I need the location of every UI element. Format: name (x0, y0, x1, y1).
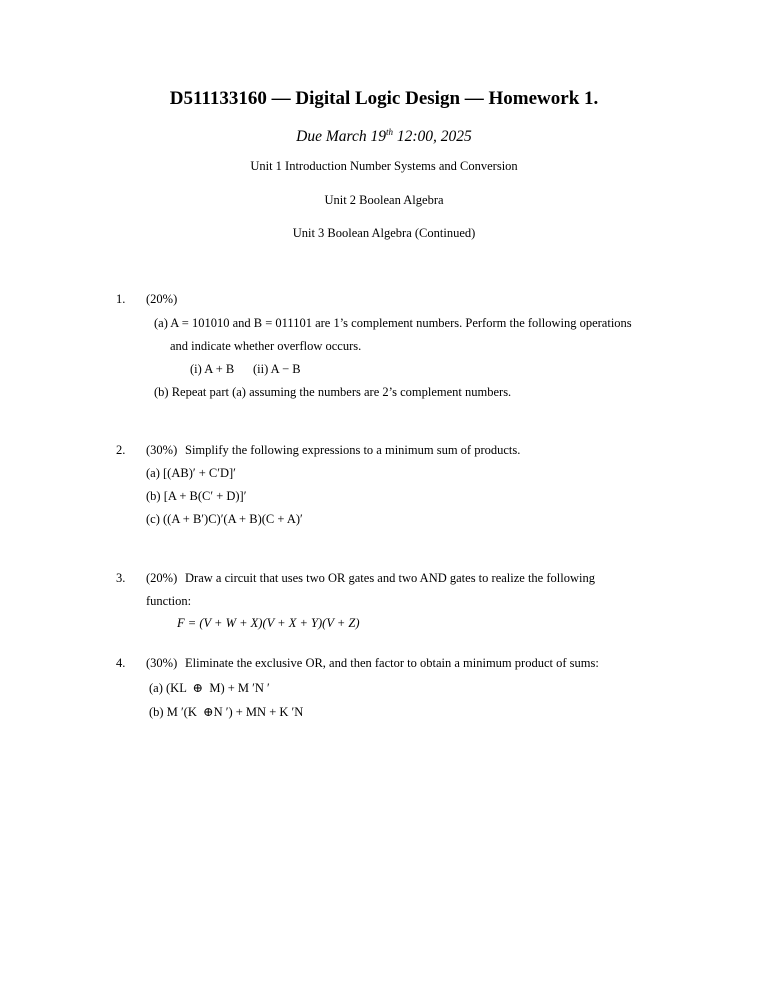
page-title: D511133160 — Digital Logic Design — Homework 1. (169, 88, 599, 109)
problem-2-part-c: (c) ((A + B′)C)′(A + B)(C + A)′ (146, 512, 303, 526)
problem-1-operations: (i) A + B (ii) A − B (190, 362, 301, 376)
problem-3-number: 3. (116, 571, 126, 585)
problem-4-part-b: (b) M ′(K ⊕N ′) + MN + K ′N (149, 705, 304, 719)
problem-4-number: 4. (116, 656, 126, 670)
problem-2-part-a: (a) [(AB)′ + C′D]′ (146, 466, 236, 480)
problem-1-part-a: (a) A = 101010 and B = 011101 are 1’s complement numbers. Perform the following operations (154, 316, 632, 330)
problem-3-weight: (20%) (146, 571, 178, 585)
problem-4-weight: (30%) (146, 656, 178, 670)
problem-3-function: F = (V + W + X)(V + X + Y)(V + Z) (177, 616, 360, 630)
problem-4-part-a: (a) (KL ⊕ M) + M ′N ′ (149, 681, 270, 695)
problem-3-statement-cont: function: (146, 594, 192, 608)
problem-1-number: 1. (116, 292, 126, 306)
problem-1-weight: (20%) (146, 292, 178, 306)
problem-2-part-b: (b) [A + B(C′ + D)]′ (146, 489, 247, 503)
problem-2-statement: Simplify the following expressions to a minimum sum of products. (185, 443, 521, 457)
unit-3: Unit 3 Boolean Algebra (Continued) (292, 226, 476, 240)
problem-1-part-b: (b) Repeat part (a) assuming the numbers are 2’s complement numbers. (154, 385, 512, 399)
problem-2-weight: (30%) (146, 443, 178, 457)
problem-3-statement: Draw a circuit that uses two OR gates and two AND gates to realize the following (185, 571, 595, 585)
problem-4-statement: Eliminate the exclusive OR, and then factor to obtain a minimum product of sums: (185, 656, 599, 670)
problem-1-part-a-cont: and indicate whether overflow occurs. (170, 339, 362, 353)
unit-2: Unit 2 Boolean Algebra (324, 193, 444, 207)
due-date: Due March 19th 12:00, 2025 (296, 127, 472, 146)
problem-2-number: 2. (116, 443, 126, 457)
unit-1: Unit 1 Introduction Number Systems and Conversion (250, 159, 518, 173)
